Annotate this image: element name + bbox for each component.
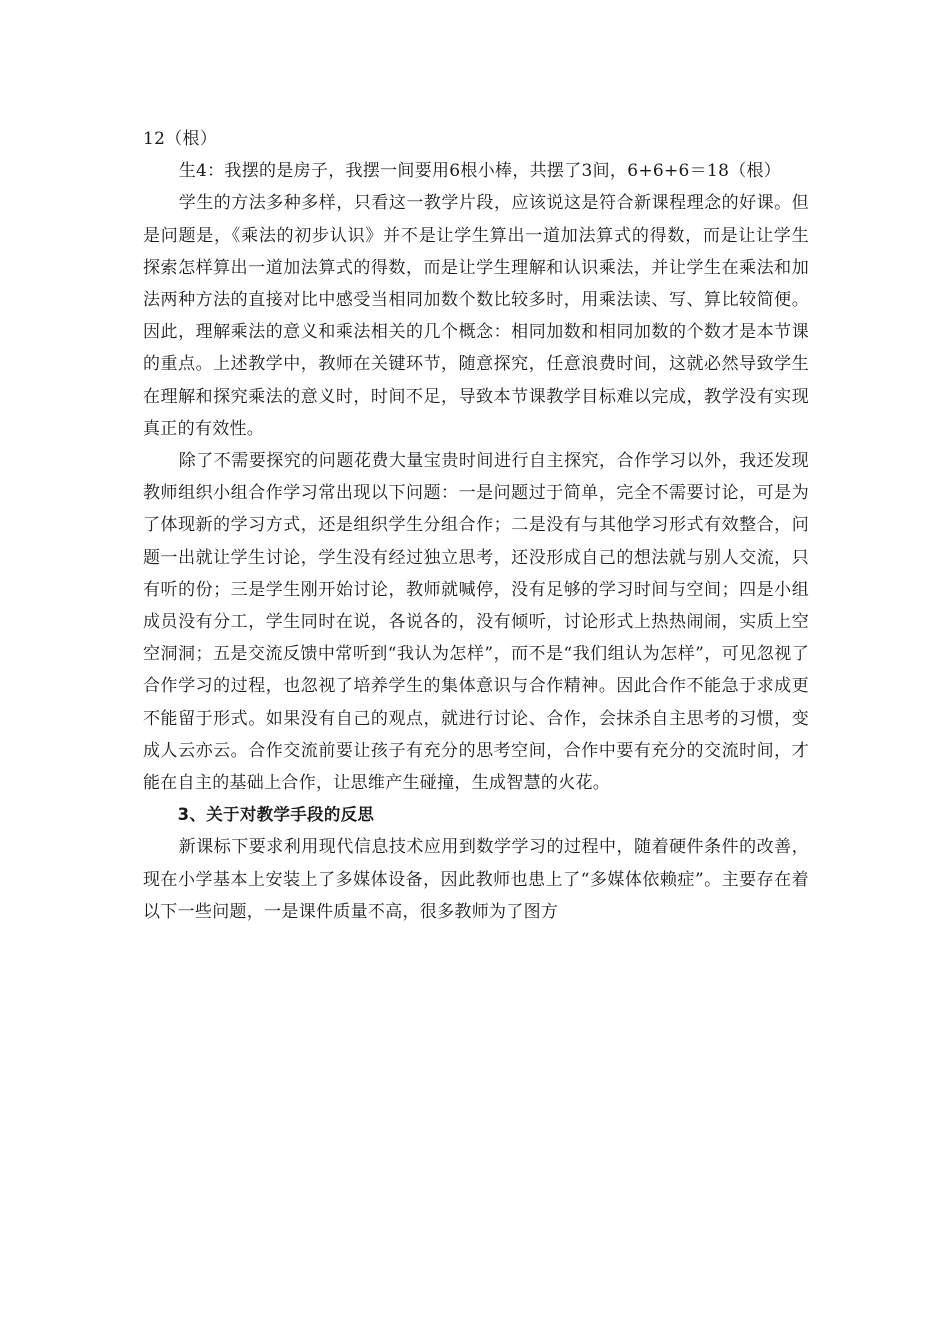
paragraph-cooperative-learning: 除了不需要探究的问题花费大量宝贵时间进行自主探究，合作学习以外，我还发现教师组织小组合作学习常出现以下问题：一是问题过于简单，完全不需要讨论，可是为了体现新的学习方式，还是组织学生分组合作；二是没有与其他学习形式有效整合，问题一出就让学生讨论，学生没有经过独立思考，还没形成自己的想法就与别人交流，只有听的份；三是学生刚开始讨论，教师就喊停，没有足够的学习时间与空间；四是小组成员没有分工，学生同时在说，各说各的，没有倾听，讨论形式上热热闹闹，实质上空空洞洞；五是交流反馈中常听到“我认为怎样”，而不是“我们组认为怎样”，可见忽视了合作学习的过程，也忽视了培养学生的集体意识与合作精神。因此合作不能急于求成更不能留于形式。如果没有自己的观点，就进行讨论、合作，会抹杀自主思考的习惯，变成人云亦云。合作交流前要让孩子有充分的思考空间，合作中要有充分的交流时间，才能在自主的基础上合作，让思维产生碰撞，生成智慧的火花。 (143, 451, 809, 794)
section-heading: 3、关于对教学手段的反思 (177, 805, 375, 825)
paragraph-student-4: 生4：我摆的是房子，我摆一间要用6根小棒，共摆了3间，6+6+6＝18（根） (178, 161, 782, 182)
document-body (143, 123, 809, 928)
paragraph-teaching-means: 新课标下要求利用现代信息技术应用到数学学习的过程中，随着硬件条件的改善，现在小学基本上安装上了多媒体设备，因此教师也患上了“多媒体依赖症”。主要存在着以下一些问题，一是课件质量不高，很多教师为了图方 (143, 837, 809, 922)
paragraph-count-result: 12（根） (143, 129, 218, 149)
paragraph-analysis: 学生的方法多种多样，只看这一教学片段，应该说这是符合新课程理念的好课。但是问题是，《乘法的初步认识》并不是让学生算出一道加法算式的得数，而是让让学生探索怎样算出一道加法算式的得数，而是让学生理解和认识乘法，并让学生在乘法和加法两种方法的直接对比中感受当相同加数个数比较多时，用乘法读、写、算比较简便。因此，理解乘法的意义和乘法相关的几个概念：相同加数和相同加数的个数才是本节课的重点。上述教学中，教师在关键环节，随意探究，任意浪费时间，这就必然导致学生在理解和探究乘法的意义时，时间不足，导致本节课教学目标难以完成，教学没有实现真正的有效性。 (143, 193, 809, 439)
